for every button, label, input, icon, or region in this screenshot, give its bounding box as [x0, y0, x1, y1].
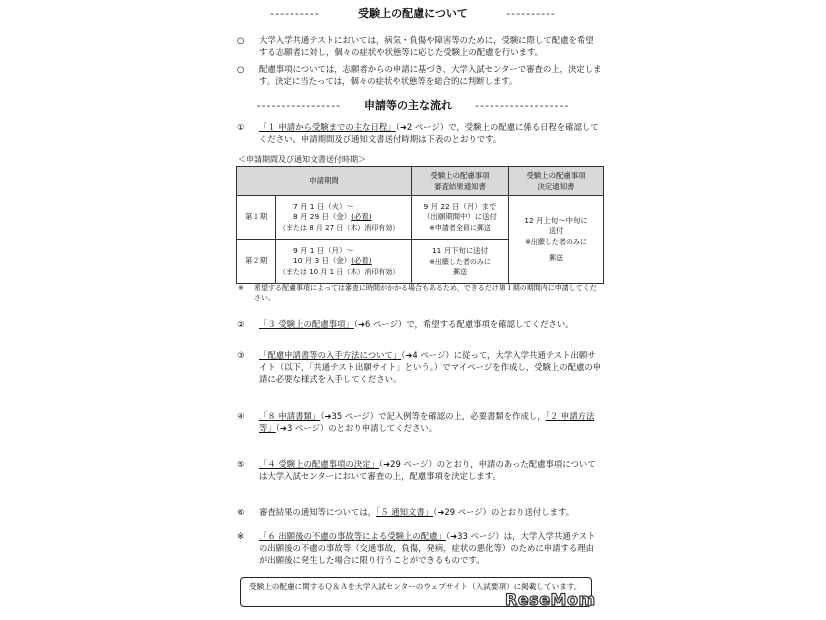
table-row: [237, 196, 604, 240]
footnote-text: 希望する配慮事項によっては審査に時間がかかる場合もあるため，できるだけ第１期の期間内に申請してください。: [254, 284, 597, 303]
section-title: 申請等の主な流れ: [364, 99, 453, 112]
header-application-period: 申請期間: [237, 167, 412, 196]
note-paragraph: [237, 530, 602, 567]
title-dashes-left: ----------: [270, 7, 320, 20]
arrival-required: (必着): [351, 256, 372, 266]
title-dashes-left: -----------------: [256, 99, 342, 112]
decision-cell: 12 月上旬～中旬に 送付 ※出願した者のみに 郵送: [509, 196, 604, 284]
step-reference-link: 「３ 受験上の配慮事項」: [259, 319, 354, 329]
step-reference-link: 「１ 申請から受験までの主な日程」: [259, 122, 396, 132]
step-text: （➜29 ページ）のとおり送付します。: [433, 507, 575, 517]
section-heading-consideration: [0, 6, 826, 22]
period-end: 8 月 29 日（金）(必着): [293, 212, 372, 222]
step-text: （➜2 ページ）で，受験上の配慮に係る日程を確認してください。申請期間及び通知文書送付時期は下表のとおりです。: [259, 122, 599, 145]
step-5: [237, 458, 602, 482]
review-cell: 11 月下旬に送付 ※出願した者のみに 郵送: [412, 240, 509, 284]
review-cell: 9 月 22 日（月）まで （出願期間中）に送付 ※申請者全員に郵送: [412, 196, 509, 240]
intro-paragraph-1: [237, 34, 602, 58]
intro-text: 配慮事項については，志願者からの申請に基づき，大学入試センターで審査の上，決定します。決定に当たっては，個々の症状や状態等を総合的に判断します。: [259, 64, 602, 87]
header-review-notice: 受験上の配慮事項 審査結果通知書: [412, 167, 509, 196]
step-number: ④: [237, 411, 245, 421]
step-reference-link: 「５ 通知文書」: [376, 507, 434, 517]
footnote-mark: ※: [238, 284, 244, 292]
step-reference-link: 「４ 受験上の配慮事項の決定」: [259, 459, 379, 469]
row-label: 第１期: [237, 196, 276, 240]
step-number: ③: [237, 350, 245, 360]
step-text: （➜3 ページ）のとおり申請してください。: [275, 423, 438, 434]
period-cell: [276, 196, 412, 240]
period-start: 9 月 1 日（月）～: [293, 245, 354, 255]
schedule-table: [236, 166, 604, 284]
note-mark: ※: [237, 531, 245, 541]
step-3: [237, 349, 602, 386]
postmark-note: （または 8 月 27 日（木）消印有効）: [279, 224, 400, 233]
period-end: 10 月 3 日（金）(必着): [293, 256, 372, 266]
header-decision-notice: 受験上の配慮事項 決定通知書: [509, 167, 604, 196]
step-text: （➜4 ページ）に従って，大学入学共通テスト出願サイト（以下，「共通テスト出願サイト」という。）でマイページを作成し，受験上の配慮の申請に必要な様式を入手してください。: [259, 350, 602, 385]
circle-bullet-icon: ○: [237, 64, 245, 74]
step-text: （➜6 ページ）で，希望する配慮事項を確認してください。: [353, 319, 574, 329]
resemom-logo: ReseMom: [505, 590, 596, 609]
step-number: ②: [237, 319, 245, 329]
step-text: （➜29 ページ）のとおり，申請のあった配慮事項については大学入試センターにおいて審査の上，配慮事項を決定します。: [259, 459, 596, 482]
circle-bullet-icon: ○: [237, 35, 245, 45]
row-label: 第２期: [237, 240, 276, 284]
section-title: 受験上の配慮について: [358, 7, 468, 20]
step-1: [237, 121, 602, 145]
table-footnote: [238, 283, 602, 303]
step-reference-link-2: 「２ 申請方法等」: [259, 411, 595, 434]
title-dashes-right: ----------: [506, 7, 556, 20]
step-4: ④ 「８ 申請書類」（➜35 ページ）で記入例等を確認の上，必要書類を作成し，「２ 申請方法等」（➜3 ページ）のとおり申請してください。: [237, 411, 595, 434]
postmark-note: （または 10 月 1 日（木）消印有効）: [279, 268, 400, 277]
intro-paragraph-2: [237, 63, 602, 87]
table-caption: ＜申請期間及び通知文書送付時期＞: [238, 155, 366, 164]
qa-info-text: 受験上の配慮に関するＱ＆Ａを大学入試センターのウェブサイト（入試要項）に掲載しています。: [249, 582, 582, 591]
period-cell: [276, 240, 412, 284]
note-reference-link: 「６ 出願後の不慮の事故等による受験上の配慮」: [259, 531, 446, 541]
period-start: 7 月 1 日（火）～: [293, 201, 354, 211]
step-number: ⑤: [237, 459, 245, 469]
step-number: ⑥: [237, 507, 245, 517]
table-header-row: [237, 167, 604, 196]
step-reference-link: 「８ 申請書類」: [259, 411, 321, 421]
step-reference-link: 「配慮申請書等の入手方法について」: [259, 350, 402, 360]
arrival-required: (必着): [351, 212, 372, 222]
step-6: ⑥ 審査結果の通知等については，「５ 通知文書」（➜29 ページ）のとおり送付します。: [237, 507, 575, 517]
title-dashes-right: -------------------: [475, 99, 570, 112]
section-heading-flow: [0, 98, 826, 114]
note-text: （➜33 ページ）は，大学入学共通テストの出願後の不慮の事故等（交通事故，負傷，発病，症状の悪化等）のために申請する理由が出願後に発生した場合に限り行うことができるものです。: [259, 531, 596, 566]
step-number: ①: [237, 122, 245, 132]
intro-text: 大学入学共通テストにおいては，病気・負傷や障害等のために，受験に際して配慮を希望する志願者に対し，個々の症状や状態等に応じた受験上の配慮を行います。: [259, 35, 594, 58]
step-2: [237, 318, 602, 330]
